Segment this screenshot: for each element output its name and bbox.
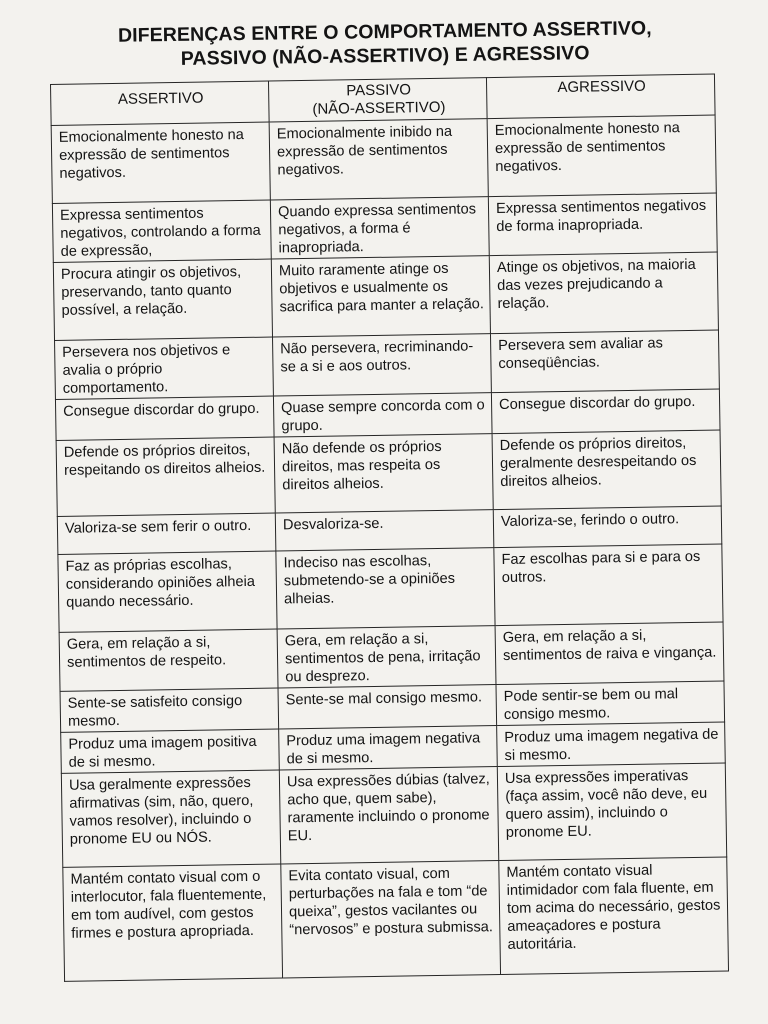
header-agressivo: AGRESSIVO xyxy=(486,74,715,119)
table-row xyxy=(53,252,718,340)
cell-assertivo: Mantém contato visual com o interlocutor, fala fluentemente, em tom audível, com gestos firmes e postura apropriada. xyxy=(63,864,283,981)
cell-passivo: Usa expressões dúbias (talvez, acho que, quem sabe), raramente incluindo o pronome EU. xyxy=(279,767,498,864)
cell-assertivo: Faz as próprias escolhas, considerando opiniões alheia quando necessário. xyxy=(58,551,277,632)
cell-agressivo: Defende os próprios direitos, geralmente desrespeitando os direitos alheios. xyxy=(492,430,721,510)
table-row xyxy=(51,115,716,203)
cell-assertivo: Sente-se satisfeito consigo mesmo. xyxy=(60,688,279,732)
table-row xyxy=(56,430,721,516)
cell-assertivo: Usa geralmente expressões afirmativas (sim, não, quero, vamos resolver), incluindo o pronome EU ou NÓS. xyxy=(61,770,280,867)
cell-agressivo: Persevera sem avaliar as conseqüências. xyxy=(490,330,719,393)
cell-passivo: Gera, em relação a si, sentimentos de pena, irritação ou desprezo. xyxy=(277,626,496,688)
title-line-2: PASSIVO (NÃO-ASSERTIVO) E AGRESSIVO xyxy=(180,42,590,70)
cell-passivo: Indeciso nas escolhas, submetendo-se a opiniões alheias. xyxy=(276,548,495,629)
cell-agressivo: Valoriza-se, ferindo o outro. xyxy=(493,506,722,548)
cell-passivo: Não defende os próprios direitos, mas respeita os direitos alheios. xyxy=(274,434,493,513)
cell-passivo: Desvaloriza-se. xyxy=(275,510,494,551)
table-row xyxy=(52,193,717,262)
table-row xyxy=(58,544,723,632)
cell-passivo: Não persevera, recriminando-se a si e aos outros. xyxy=(273,334,492,396)
table-row xyxy=(55,330,720,399)
table-row xyxy=(63,857,729,981)
cell-agressivo: Faz escolhas para si e para os outros. xyxy=(494,544,723,626)
cell-passivo: Evita contato visual, com perturbações na fala e tom “de queixa”, gestos vacilantes ou “nervosos” e postura submissa. xyxy=(281,861,501,978)
cell-passivo: Quase sempre concorda com o grupo. xyxy=(273,393,492,437)
cell-agressivo: Mantém contato visual intimidador com fala fluente, em tom acima do necessário, gestos ameaçadores e postura autoritária. xyxy=(499,857,729,975)
cell-agressivo: Usa expressões imperativas (faça assim, você não deve, eu quero assim), incluindo o pronome EU. xyxy=(497,763,726,861)
cell-assertivo: Consegue discordar do grupo. xyxy=(55,396,274,440)
header-passivo xyxy=(268,78,487,122)
cell-passivo: Quando expressa sentimentos negativos, a forma é inapropriada. xyxy=(270,197,489,259)
cell-assertivo: Gera, em relação a si, sentimentos de respeito. xyxy=(59,629,278,691)
cell-assertivo: Defende os próprios direitos, respeitando os direitos alheios. xyxy=(56,437,275,516)
comparison-table xyxy=(50,74,729,982)
cell-passivo: Emocionalmente inibido na expressão de sentimentos negativos. xyxy=(269,119,488,200)
cell-agressivo: Gera, em relação a si, sentimentos de raiva e vingança. xyxy=(495,622,724,685)
cell-agressivo: Pode sentir-se bem ou mal consigo mesmo. xyxy=(496,681,725,726)
cell-passivo: Sente-se mal consigo mesmo. xyxy=(278,685,497,729)
cell-agressivo: Emocionalmente honesto na expressão de sentimentos negativos. xyxy=(487,115,716,197)
cell-passivo: Muito raramente atinge os objetivos e usualmente os sacrifica para manter a relação. xyxy=(271,256,490,337)
cell-agressivo: Consegue discordar do grupo. xyxy=(491,389,720,434)
cell-assertivo: Emocionalmente honesto na expressão de sentimentos negativos. xyxy=(51,122,270,203)
cell-assertivo: Procura atingir os objetivos, preservando, tanto quanto possível, a relação. xyxy=(53,259,272,340)
header-passivo-line-1: PASSIVO xyxy=(346,81,412,100)
header-passivo-line-2: (NÃO-ASSERTIVO) xyxy=(312,98,446,118)
table-row xyxy=(59,622,724,691)
cell-passivo: Produz uma imagem negativa de si mesmo. xyxy=(279,726,498,770)
header-assertivo: ASSERTIVO xyxy=(51,81,270,125)
cell-assertivo: Persevera nos objetivos e avalia o próprio comportamento. xyxy=(55,337,274,399)
cell-agressivo: Atinge os objetivos, na maioria das vezes prejudicando a relação. xyxy=(489,252,718,334)
comparison-table-container xyxy=(50,74,728,982)
table-row xyxy=(61,763,726,867)
title-line-1: DIFERENÇAS ENTRE O COMPORTAMENTO ASSERTIVO, xyxy=(117,17,652,47)
cell-assertivo: Valoriza-se sem ferir o outro. xyxy=(57,513,276,554)
cell-assertivo: Expressa sentimentos negativos, controlando a forma de expressão, xyxy=(52,200,271,262)
document-title xyxy=(60,15,711,72)
cell-agressivo: Expressa sentimentos negativos de forma inapropriada. xyxy=(488,193,717,256)
cell-assertivo: Produz uma imagem positiva de si mesmo. xyxy=(61,729,280,773)
cell-agressivo: Produz uma imagem negativa de si mesmo. xyxy=(497,722,726,767)
